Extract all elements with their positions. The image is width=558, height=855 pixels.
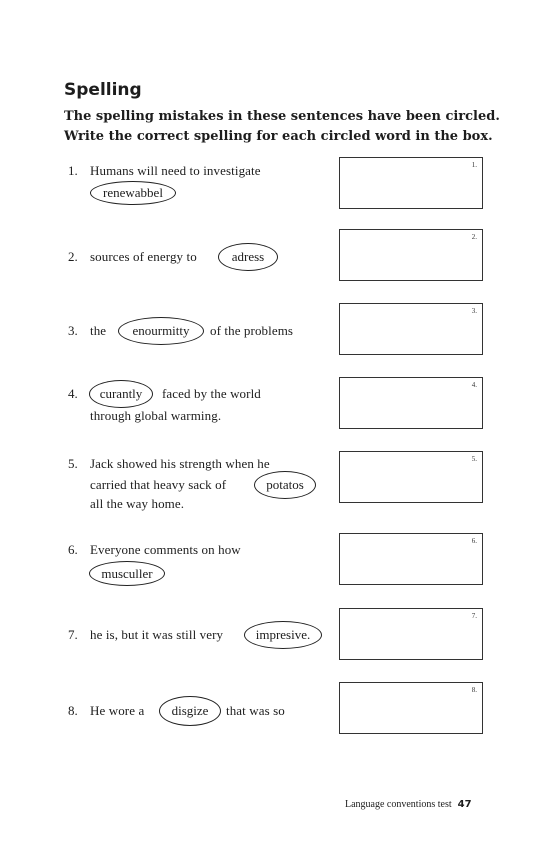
answer-box-5[interactable] xyxy=(339,451,483,503)
item-number: 2. xyxy=(68,249,78,264)
instruction-line-2: Write the correct spelling for each circled word in the box. xyxy=(64,129,493,144)
sentence-text: sources of energy to xyxy=(90,249,197,264)
section-heading: Spelling xyxy=(64,80,142,100)
sentence-text: Humans will need to investigate xyxy=(90,163,261,178)
sentence-text: carried that heavy sack of xyxy=(90,477,227,492)
answer-box-3[interactable] xyxy=(339,303,483,355)
answer-box-2[interactable] xyxy=(339,229,483,281)
answer-box-8[interactable] xyxy=(339,682,483,734)
footer-title: Language conventions test xyxy=(345,799,452,810)
sentence-text: through global warming. xyxy=(90,408,222,423)
answer-box-label: 7. xyxy=(471,612,477,620)
item-number: 1. xyxy=(68,163,78,178)
sentence-text: of the problems xyxy=(210,323,294,338)
item-number: 6. xyxy=(68,542,78,557)
item-number: 4. xyxy=(68,386,78,401)
answer-box-label: 1. xyxy=(471,161,477,169)
circled-word: renewabbel xyxy=(90,181,176,205)
sentence-text: all the way home. xyxy=(90,496,185,511)
circled-word: musculler xyxy=(89,561,165,586)
item-number: 5. xyxy=(68,456,78,471)
answer-box-label: 6. xyxy=(471,537,477,545)
answer-box-6[interactable] xyxy=(339,533,483,585)
circled-word: curantly xyxy=(89,380,153,408)
sentence-text: faced by the world xyxy=(162,386,261,401)
page-footer xyxy=(345,799,472,810)
sentence-text: He wore a xyxy=(90,703,145,718)
answer-box-label: 3. xyxy=(471,307,477,315)
instruction-line-1: The spelling mistakes in these sentences have been circled. xyxy=(64,109,500,124)
sentence-text: Everyone comments on how xyxy=(90,542,241,557)
sentence-text: Jack showed his strength when he xyxy=(90,456,270,471)
answer-box-7[interactable] xyxy=(339,608,483,660)
item-number: 3. xyxy=(68,323,78,338)
answer-box-label: 2. xyxy=(471,233,477,241)
circled-word: enourmitty xyxy=(118,317,204,345)
answer-box-1[interactable] xyxy=(339,157,483,209)
sentence-text: that was so xyxy=(226,703,285,718)
answer-box-label: 5. xyxy=(471,455,477,463)
circled-word: potatos xyxy=(254,471,316,499)
sentence-text: the xyxy=(90,323,107,338)
circled-word: disgize xyxy=(159,696,221,726)
page-number: 47 xyxy=(457,799,472,810)
circled-word: adress xyxy=(218,243,278,271)
item-number: 7. xyxy=(68,627,78,642)
answer-box-4[interactable] xyxy=(339,377,483,429)
item-number: 8. xyxy=(68,703,78,718)
answer-box-label: 4. xyxy=(471,381,477,389)
circled-word: impresive. xyxy=(244,621,322,649)
answer-box-label: 8. xyxy=(471,686,477,694)
sentence-text: he is, but it was still very xyxy=(90,627,224,642)
